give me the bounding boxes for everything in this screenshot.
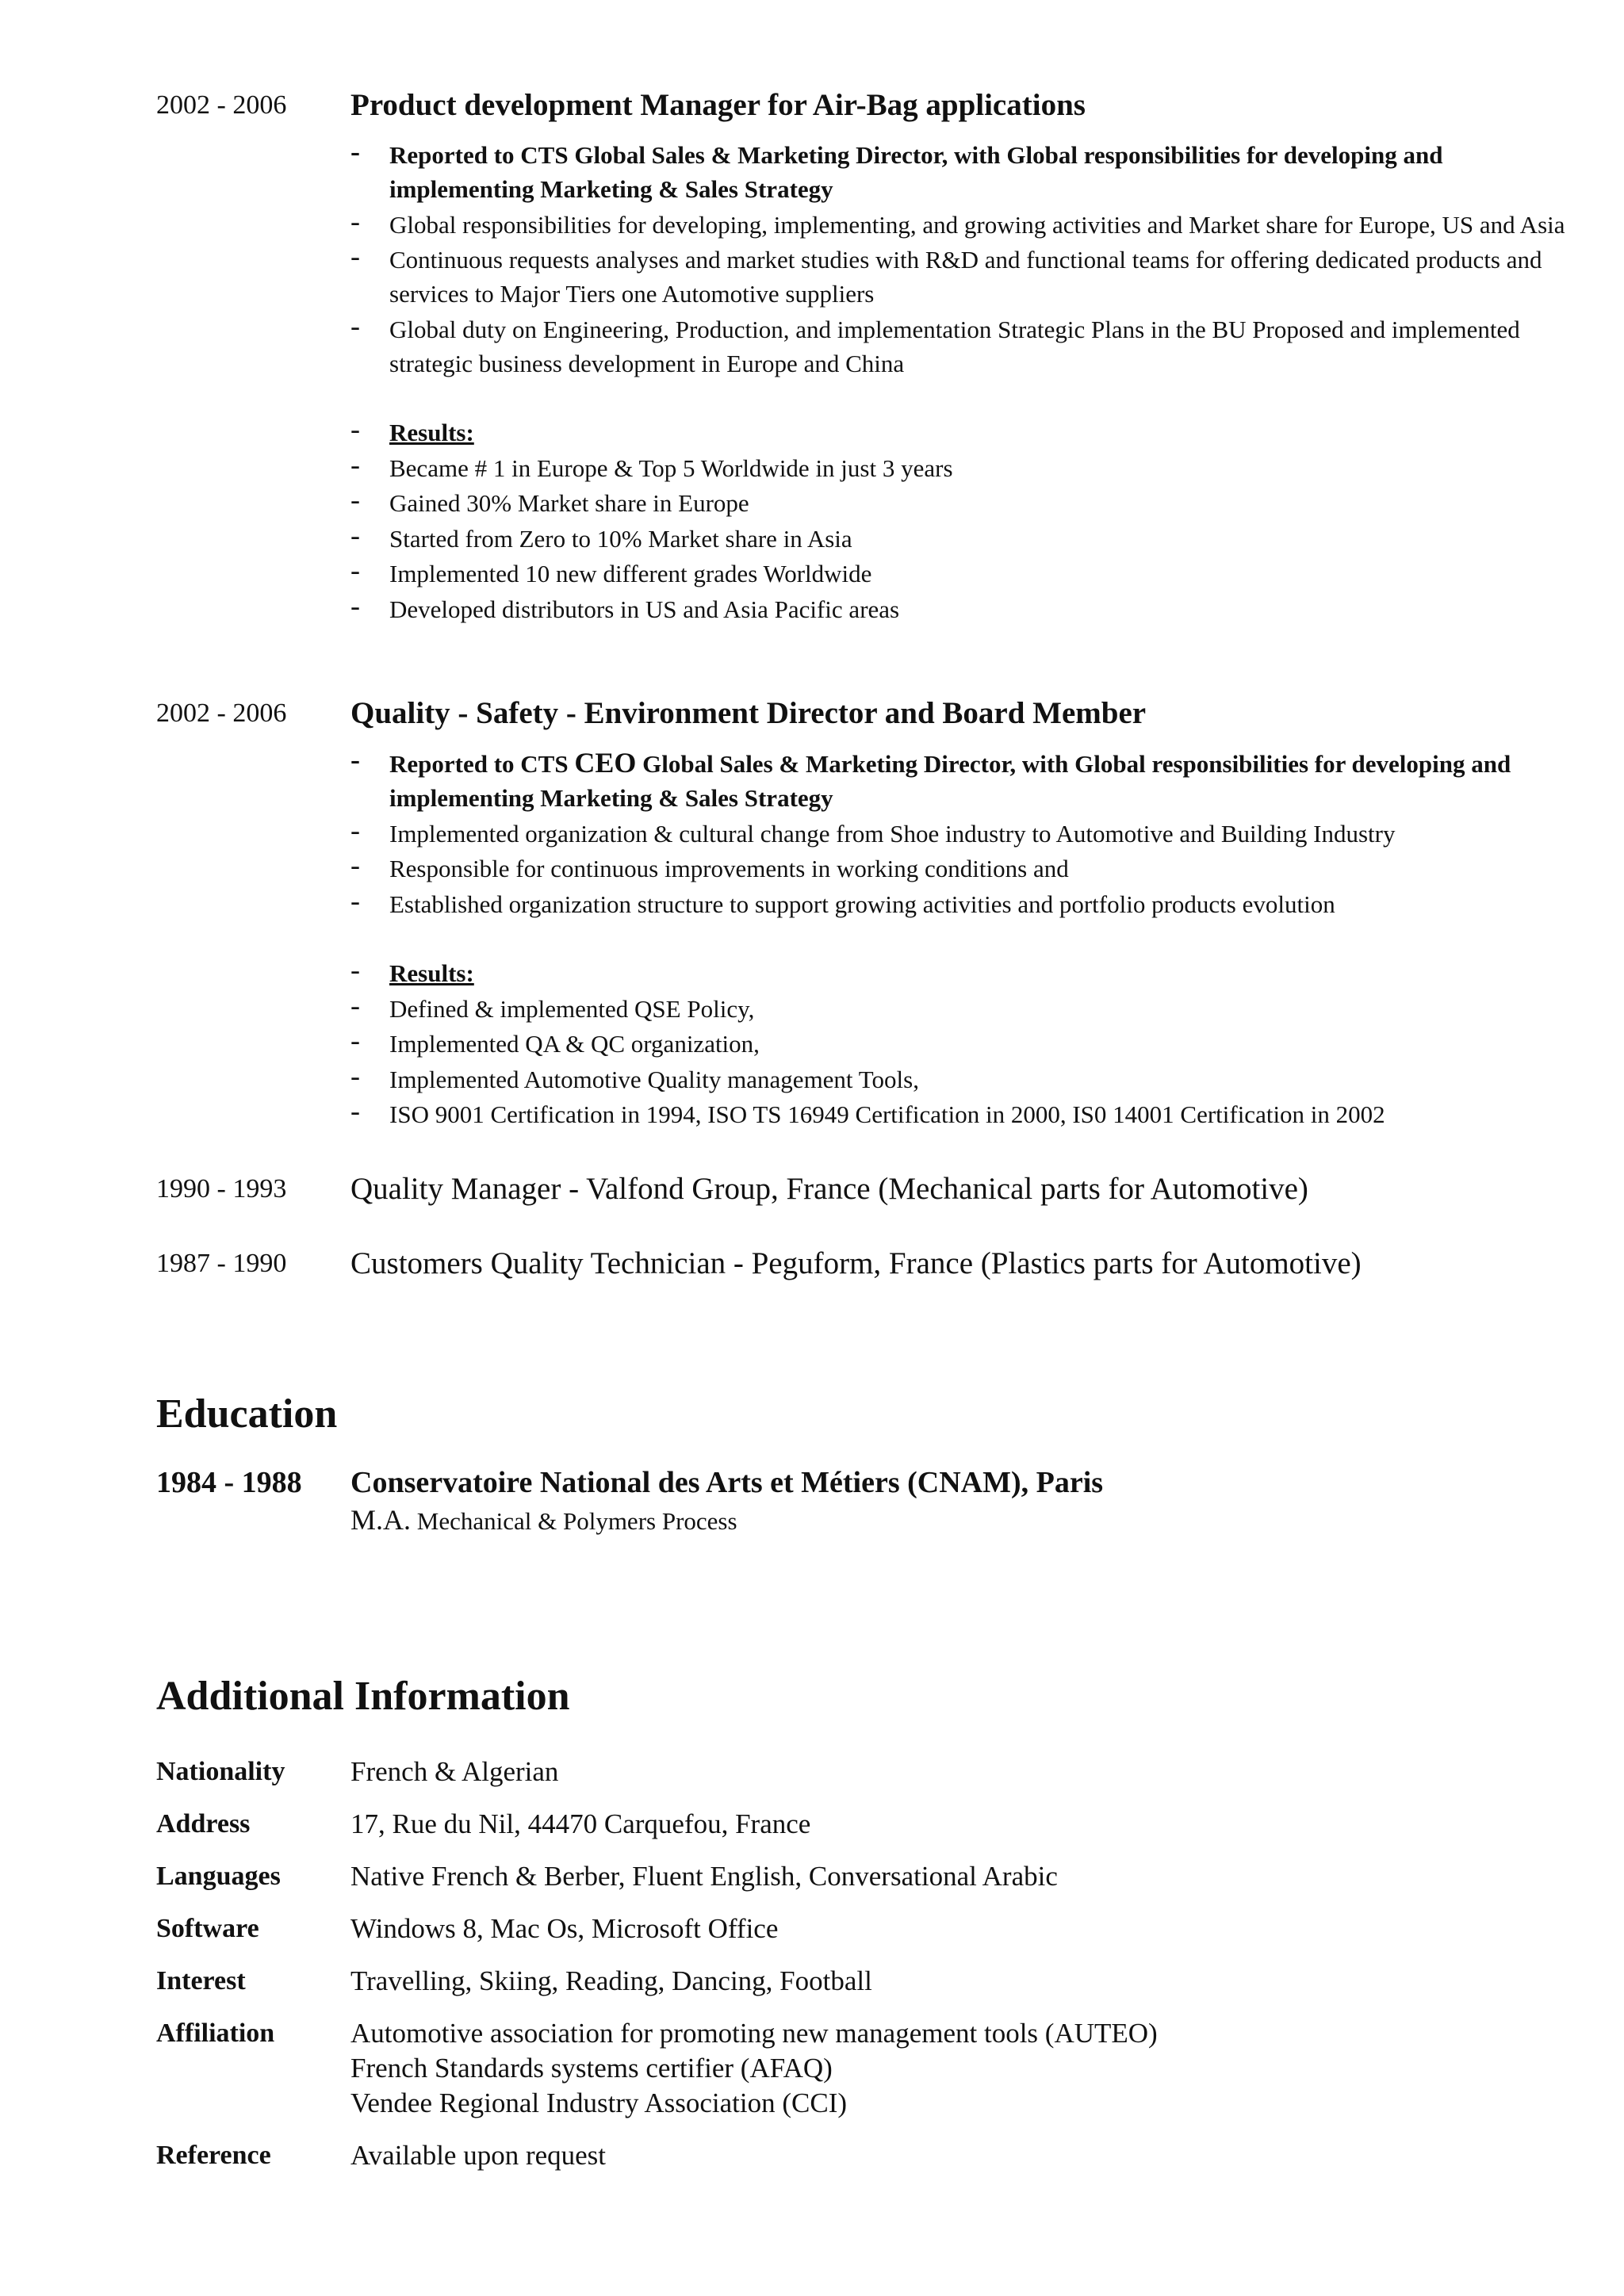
job-years: 2002 - 2006 (156, 90, 287, 120)
education-entry (156, 1463, 1584, 1669)
job-years: 1987 - 1990 (156, 1249, 287, 1278)
info-row-address (156, 1807, 1584, 1842)
list-item: - Implemented organization & cultural change from Shoe industry to Automotive and Building Industry (350, 817, 1584, 851)
job-title: Product development Manager for Air-Bag applications (350, 88, 1086, 122)
list-item: - Implemented Automotive Quality management Tools, (350, 1062, 1584, 1096)
info-value: Available upon request (350, 2140, 607, 2171)
job-results-list (350, 415, 1584, 626)
job-title: Quality - Safety - Environment Director and Board Member (350, 696, 1147, 730)
job-results-list (350, 956, 1584, 1131)
info-label: Address (156, 1809, 251, 1839)
list-item: - Implemented QA & QC organization, (350, 1027, 1584, 1061)
info-label: Affiliation (156, 2019, 275, 2048)
list-item: - Established organization structure to support growing activities and portfolio products evolution (350, 887, 1584, 921)
job-content (350, 1244, 1584, 1284)
list-item: - Continuous requests analyses and market studies with R&D and functional teams for offering dedicated products and services to Major Tiers one Automotive suppliers (350, 243, 1584, 311)
info-value: Travelling, Skiing, Reading, Dancing, Football (350, 1965, 872, 1996)
resume-content (156, 86, 1584, 2191)
list-item: - Gained 30% Market share in Europe (350, 486, 1584, 520)
info-label: Interest (156, 1966, 246, 1996)
info-row-affiliation (156, 2016, 1584, 2121)
affiliation-line: Automotive association for promoting new management tools (AUTEO) (350, 2018, 1158, 2049)
affiliation-line: Vendee Regional Industry Association (CCI) (350, 2087, 848, 2118)
list-item: - Reported to CTS Global Sales & Marketing Director, with Global responsibilities for developing and implementing Marketing & Sales Strategy (350, 138, 1584, 206)
affiliation-line: French Standards systems certifier (AFAQ) (350, 2053, 833, 2084)
list-item: - Implemented 10 new different grades Worldwide (350, 557, 1584, 591)
info-label: Software (156, 1914, 259, 1943)
info-value: Windows 8, Mac Os, Microsoft Office (350, 1913, 779, 1944)
info-label: Reference (156, 2141, 271, 2170)
list-item: - Developed distributors in US and Asia Pacific areas (350, 592, 1584, 626)
info-row-languages (156, 1859, 1584, 1894)
experience-entry (156, 1244, 1584, 1387)
results-heading: - Results: (350, 956, 1584, 990)
info-row-interest (156, 1964, 1584, 1999)
education-degree: M.A. Mechanical & Polymers Process (350, 1504, 737, 1536)
info-label: Languages (156, 1862, 281, 1891)
info-value: French & Algerian (350, 1756, 559, 1787)
experience-entry (156, 1169, 1584, 1244)
list-item: - Started from Zero to 10% Market share in Asia (350, 522, 1584, 556)
job-content (350, 1169, 1584, 1209)
additional-info-heading: Additional Information (156, 1674, 570, 1719)
list-item: - Reported to CTS CEO Global Sales & Marketing Director, with Global responsibilities for developing and implementing Marketing & Sales Strategy (350, 746, 1584, 815)
info-label: Nationality (156, 1757, 285, 1786)
experience-entry (156, 86, 1584, 694)
job-title: Quality Manager - Valfond Group, France (Mechanical parts for Automotive) (350, 1172, 1308, 1206)
job-title: Customers Quality Technician - Peguform, France (Plastics parts for Automotive) (350, 1246, 1362, 1280)
job-duties-list (350, 746, 1584, 921)
info-value: Native French & Berber, Fluent English, Conversational Arabic (350, 1861, 1058, 1892)
info-row-reference (156, 2138, 1584, 2173)
education-content (350, 1463, 1584, 1539)
education-years: 1984 - 1988 (156, 1466, 302, 1499)
results-heading: - Results: (350, 415, 1584, 450)
list-item: - Global responsibilities for developing, implementing, and growing activities and Market share for Europe, US and Asia (350, 208, 1584, 242)
info-value: 17, Rue du Nil, 44470 Carquefou, France (350, 1808, 811, 1839)
info-value (350, 2016, 1584, 2121)
education-heading: Education (156, 1391, 338, 1437)
experience-entry (156, 694, 1584, 1169)
info-row-software (156, 1911, 1584, 1946)
education-school: Conservatoire National des Arts et Métiers (CNAM), Paris (350, 1466, 1104, 1499)
list-item: - ISO 9001 Certification in 1994, ISO TS 16949 Certification in 2000, IS0 14001 Certification in 2002 (350, 1097, 1584, 1131)
list-item: - Global duty on Engineering, Production, and implementation Strategic Plans in the BU Proposed and implemented strategic business development in Europe and China (350, 312, 1584, 381)
info-row-nationality (156, 1755, 1584, 1789)
job-duties-list (350, 138, 1584, 381)
list-item: - Responsible for continuous improvements in working conditions and (350, 851, 1584, 886)
job-content (350, 694, 1584, 1131)
list-item: - Became # 1 in Europe & Top 5 Worldwide in just 3 years (350, 451, 1584, 485)
list-item: - Defined & implemented QSE Policy, (350, 992, 1584, 1026)
job-years: 2002 - 2006 (156, 698, 287, 728)
job-content (350, 86, 1584, 626)
job-years: 1990 - 1993 (156, 1174, 287, 1203)
